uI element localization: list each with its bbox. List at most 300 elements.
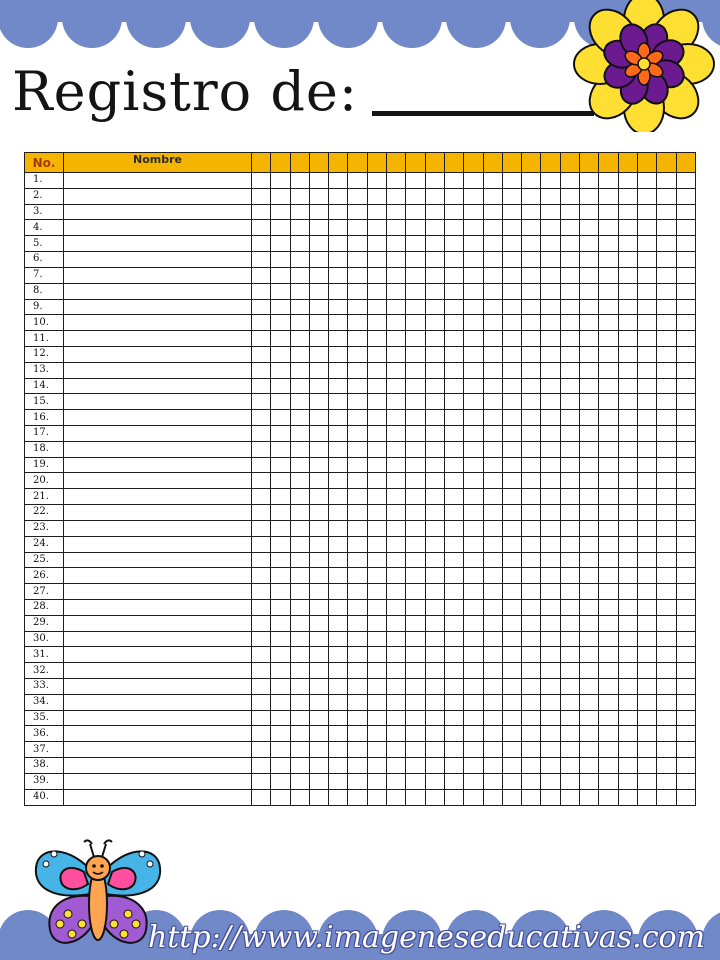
mark-cell[interactable] xyxy=(444,346,463,362)
mark-cell[interactable] xyxy=(618,267,637,283)
mark-cell[interactable] xyxy=(464,536,483,552)
mark-cell[interactable] xyxy=(348,299,367,315)
mark-cell[interactable] xyxy=(406,615,425,631)
mark-cell[interactable] xyxy=(290,758,309,774)
mark-cell[interactable] xyxy=(599,362,618,378)
mark-cell[interactable] xyxy=(657,647,676,663)
mark-cell[interactable] xyxy=(290,520,309,536)
mark-cell[interactable] xyxy=(367,758,386,774)
mark-cell[interactable] xyxy=(252,315,271,331)
mark-cell[interactable] xyxy=(329,536,348,552)
mark-cell[interactable] xyxy=(618,726,637,742)
mark-cell[interactable] xyxy=(309,394,328,410)
mark-cell[interactable] xyxy=(425,584,444,600)
mark-cell[interactable] xyxy=(464,710,483,726)
mark-cell[interactable] xyxy=(483,726,502,742)
mark-cell[interactable] xyxy=(367,647,386,663)
mark-cell[interactable] xyxy=(425,789,444,805)
mark-cell[interactable] xyxy=(599,536,618,552)
mark-cell[interactable] xyxy=(502,267,521,283)
mark-cell[interactable] xyxy=(502,362,521,378)
mark-cell[interactable] xyxy=(444,679,463,695)
mark-cell[interactable] xyxy=(541,299,560,315)
mark-cell[interactable] xyxy=(387,346,406,362)
mark-cell[interactable] xyxy=(464,631,483,647)
mark-cell[interactable] xyxy=(367,710,386,726)
mark-cell[interactable] xyxy=(329,710,348,726)
mark-cell[interactable] xyxy=(657,758,676,774)
mark-cell[interactable] xyxy=(580,362,599,378)
mark-cell[interactable] xyxy=(657,426,676,442)
mark-cell[interactable] xyxy=(309,315,328,331)
mark-cell[interactable] xyxy=(483,315,502,331)
mark-cell[interactable] xyxy=(309,789,328,805)
mark-cell[interactable] xyxy=(599,236,618,252)
mark-cell[interactable] xyxy=(560,773,579,789)
mark-cell[interactable] xyxy=(329,726,348,742)
mark-cell[interactable] xyxy=(367,679,386,695)
mark-cell[interactable] xyxy=(252,615,271,631)
mark-cell[interactable] xyxy=(599,520,618,536)
mark-cell[interactable] xyxy=(541,552,560,568)
mark-cell[interactable] xyxy=(252,742,271,758)
mark-cell[interactable] xyxy=(464,283,483,299)
mark-cell[interactable] xyxy=(406,346,425,362)
mark-cell[interactable] xyxy=(676,568,695,584)
mark-cell[interactable] xyxy=(406,441,425,457)
mark-cell[interactable] xyxy=(425,457,444,473)
mark-cell[interactable] xyxy=(464,599,483,615)
mark-cell[interactable] xyxy=(483,204,502,220)
mark-cell[interactable] xyxy=(618,789,637,805)
mark-cell[interactable] xyxy=(367,663,386,679)
name-cell[interactable] xyxy=(64,758,252,774)
mark-cell[interactable] xyxy=(464,331,483,347)
mark-cell[interactable] xyxy=(348,362,367,378)
mark-cell[interactable] xyxy=(541,773,560,789)
mark-cell[interactable] xyxy=(387,536,406,552)
mark-cell[interactable] xyxy=(329,173,348,189)
mark-cell[interactable] xyxy=(483,441,502,457)
mark-cell[interactable] xyxy=(271,236,290,252)
mark-cell[interactable] xyxy=(676,441,695,457)
mark-cell[interactable] xyxy=(560,346,579,362)
mark-cell[interactable] xyxy=(329,520,348,536)
mark-cell[interactable] xyxy=(560,394,579,410)
mark-cell[interactable] xyxy=(406,315,425,331)
mark-cell[interactable] xyxy=(599,315,618,331)
mark-cell[interactable] xyxy=(329,236,348,252)
mark-cell[interactable] xyxy=(502,394,521,410)
mark-cell[interactable] xyxy=(580,536,599,552)
mark-cell[interactable] xyxy=(444,331,463,347)
mark-cell[interactable] xyxy=(657,331,676,347)
mark-cell[interactable] xyxy=(599,489,618,505)
mark-cell[interactable] xyxy=(657,679,676,695)
mark-cell[interactable] xyxy=(309,173,328,189)
mark-cell[interactable] xyxy=(637,473,656,489)
mark-cell[interactable] xyxy=(271,599,290,615)
mark-cell[interactable] xyxy=(676,773,695,789)
mark-cell[interactable] xyxy=(425,346,444,362)
mark-cell[interactable] xyxy=(290,331,309,347)
mark-cell[interactable] xyxy=(541,346,560,362)
mark-cell[interactable] xyxy=(657,552,676,568)
mark-cell[interactable] xyxy=(522,331,541,347)
mark-cell[interactable] xyxy=(425,394,444,410)
mark-cell[interactable] xyxy=(329,599,348,615)
mark-cell[interactable] xyxy=(348,394,367,410)
mark-cell[interactable] xyxy=(309,710,328,726)
name-cell[interactable] xyxy=(64,742,252,758)
name-cell[interactable] xyxy=(64,378,252,394)
mark-cell[interactable] xyxy=(252,173,271,189)
mark-cell[interactable] xyxy=(599,283,618,299)
mark-cell[interactable] xyxy=(329,679,348,695)
mark-cell[interactable] xyxy=(502,188,521,204)
mark-cell[interactable] xyxy=(252,773,271,789)
mark-cell[interactable] xyxy=(309,188,328,204)
mark-cell[interactable] xyxy=(657,315,676,331)
mark-cell[interactable] xyxy=(387,331,406,347)
mark-cell[interactable] xyxy=(464,694,483,710)
mark-cell[interactable] xyxy=(676,710,695,726)
mark-cell[interactable] xyxy=(309,473,328,489)
mark-cell[interactable] xyxy=(252,489,271,505)
mark-cell[interactable] xyxy=(348,441,367,457)
mark-cell[interactable] xyxy=(541,536,560,552)
mark-cell[interactable] xyxy=(483,679,502,695)
mark-cell[interactable] xyxy=(309,694,328,710)
mark-cell[interactable] xyxy=(367,173,386,189)
name-cell[interactable] xyxy=(64,362,252,378)
mark-cell[interactable] xyxy=(290,378,309,394)
mark-cell[interactable] xyxy=(444,758,463,774)
mark-cell[interactable] xyxy=(580,663,599,679)
mark-cell[interactable] xyxy=(483,599,502,615)
mark-cell[interactable] xyxy=(657,694,676,710)
mark-cell[interactable] xyxy=(425,173,444,189)
mark-cell[interactable] xyxy=(329,394,348,410)
mark-cell[interactable] xyxy=(464,773,483,789)
mark-cell[interactable] xyxy=(309,426,328,442)
mark-cell[interactable] xyxy=(580,315,599,331)
mark-cell[interactable] xyxy=(387,663,406,679)
mark-cell[interactable] xyxy=(271,663,290,679)
mark-cell[interactable] xyxy=(367,299,386,315)
mark-cell[interactable] xyxy=(406,457,425,473)
mark-cell[interactable] xyxy=(657,584,676,600)
mark-cell[interactable] xyxy=(309,584,328,600)
mark-cell[interactable] xyxy=(425,742,444,758)
mark-cell[interactable] xyxy=(483,631,502,647)
mark-cell[interactable] xyxy=(271,457,290,473)
mark-cell[interactable] xyxy=(406,283,425,299)
mark-cell[interactable] xyxy=(271,789,290,805)
mark-cell[interactable] xyxy=(271,647,290,663)
mark-cell[interactable] xyxy=(522,236,541,252)
mark-cell[interactable] xyxy=(387,679,406,695)
mark-cell[interactable] xyxy=(464,679,483,695)
mark-cell[interactable] xyxy=(502,536,521,552)
mark-cell[interactable] xyxy=(657,789,676,805)
mark-cell[interactable] xyxy=(483,584,502,600)
mark-cell[interactable] xyxy=(348,710,367,726)
mark-cell[interactable] xyxy=(522,394,541,410)
mark-cell[interactable] xyxy=(444,267,463,283)
mark-cell[interactable] xyxy=(464,441,483,457)
mark-cell[interactable] xyxy=(580,188,599,204)
mark-cell[interactable] xyxy=(271,267,290,283)
mark-cell[interactable] xyxy=(348,773,367,789)
mark-cell[interactable] xyxy=(637,742,656,758)
mark-cell[interactable] xyxy=(637,694,656,710)
mark-cell[interactable] xyxy=(329,426,348,442)
mark-cell[interactable] xyxy=(657,410,676,426)
mark-cell[interactable] xyxy=(657,204,676,220)
mark-cell[interactable] xyxy=(502,552,521,568)
mark-cell[interactable] xyxy=(464,346,483,362)
name-cell[interactable] xyxy=(64,283,252,299)
mark-cell[interactable] xyxy=(444,631,463,647)
mark-cell[interactable] xyxy=(271,283,290,299)
mark-cell[interactable] xyxy=(637,726,656,742)
mark-cell[interactable] xyxy=(522,773,541,789)
mark-cell[interactable] xyxy=(290,204,309,220)
mark-cell[interactable] xyxy=(560,204,579,220)
name-cell[interactable] xyxy=(64,410,252,426)
mark-cell[interactable] xyxy=(541,236,560,252)
mark-cell[interactable] xyxy=(406,568,425,584)
mark-cell[interactable] xyxy=(309,599,328,615)
name-cell[interactable] xyxy=(64,663,252,679)
name-cell[interactable] xyxy=(64,204,252,220)
mark-cell[interactable] xyxy=(637,315,656,331)
mark-cell[interactable] xyxy=(657,663,676,679)
mark-cell[interactable] xyxy=(464,742,483,758)
mark-cell[interactable] xyxy=(464,473,483,489)
mark-cell[interactable] xyxy=(252,663,271,679)
mark-cell[interactable] xyxy=(541,599,560,615)
mark-cell[interactable] xyxy=(348,267,367,283)
mark-cell[interactable] xyxy=(676,236,695,252)
mark-cell[interactable] xyxy=(676,473,695,489)
mark-cell[interactable] xyxy=(580,426,599,442)
mark-cell[interactable] xyxy=(637,663,656,679)
mark-cell[interactable] xyxy=(502,457,521,473)
mark-cell[interactable] xyxy=(637,615,656,631)
mark-cell[interactable] xyxy=(348,489,367,505)
mark-cell[interactable] xyxy=(657,188,676,204)
mark-cell[interactable] xyxy=(580,615,599,631)
mark-cell[interactable] xyxy=(348,584,367,600)
mark-cell[interactable] xyxy=(309,536,328,552)
mark-cell[interactable] xyxy=(444,584,463,600)
mark-cell[interactable] xyxy=(522,346,541,362)
mark-cell[interactable] xyxy=(502,679,521,695)
mark-cell[interactable] xyxy=(309,726,328,742)
mark-cell[interactable] xyxy=(290,773,309,789)
mark-cell[interactable] xyxy=(599,647,618,663)
mark-cell[interactable] xyxy=(618,457,637,473)
mark-cell[interactable] xyxy=(425,647,444,663)
mark-cell[interactable] xyxy=(483,394,502,410)
mark-cell[interactable] xyxy=(387,362,406,378)
name-cell[interactable] xyxy=(64,299,252,315)
mark-cell[interactable] xyxy=(406,267,425,283)
mark-cell[interactable] xyxy=(444,473,463,489)
mark-cell[interactable] xyxy=(348,426,367,442)
mark-cell[interactable] xyxy=(657,378,676,394)
mark-cell[interactable] xyxy=(387,631,406,647)
name-cell[interactable] xyxy=(64,647,252,663)
mark-cell[interactable] xyxy=(444,362,463,378)
mark-cell[interactable] xyxy=(252,426,271,442)
name-cell[interactable] xyxy=(64,220,252,236)
name-cell[interactable] xyxy=(64,773,252,789)
mark-cell[interactable] xyxy=(483,694,502,710)
mark-cell[interactable] xyxy=(290,789,309,805)
mark-cell[interactable] xyxy=(348,758,367,774)
mark-cell[interactable] xyxy=(387,299,406,315)
mark-cell[interactable] xyxy=(367,789,386,805)
name-cell[interactable] xyxy=(64,457,252,473)
mark-cell[interactable] xyxy=(252,473,271,489)
mark-cell[interactable] xyxy=(329,441,348,457)
mark-cell[interactable] xyxy=(444,378,463,394)
mark-cell[interactable] xyxy=(290,742,309,758)
mark-cell[interactable] xyxy=(271,362,290,378)
mark-cell[interactable] xyxy=(406,631,425,647)
mark-cell[interactable] xyxy=(367,742,386,758)
mark-cell[interactable] xyxy=(541,679,560,695)
mark-cell[interactable] xyxy=(425,410,444,426)
mark-cell[interactable] xyxy=(637,457,656,473)
mark-cell[interactable] xyxy=(637,426,656,442)
mark-cell[interactable] xyxy=(367,346,386,362)
mark-cell[interactable] xyxy=(387,520,406,536)
mark-cell[interactable] xyxy=(618,346,637,362)
mark-cell[interactable] xyxy=(560,220,579,236)
mark-cell[interactable] xyxy=(522,742,541,758)
mark-cell[interactable] xyxy=(637,346,656,362)
mark-cell[interactable] xyxy=(464,315,483,331)
mark-cell[interactable] xyxy=(580,346,599,362)
mark-cell[interactable] xyxy=(290,473,309,489)
mark-cell[interactable] xyxy=(309,378,328,394)
mark-cell[interactable] xyxy=(502,473,521,489)
mark-cell[interactable] xyxy=(290,315,309,331)
name-cell[interactable] xyxy=(64,505,252,521)
mark-cell[interactable] xyxy=(348,236,367,252)
mark-cell[interactable] xyxy=(657,726,676,742)
mark-cell[interactable] xyxy=(252,552,271,568)
mark-cell[interactable] xyxy=(329,473,348,489)
mark-cell[interactable] xyxy=(676,204,695,220)
mark-cell[interactable] xyxy=(676,679,695,695)
mark-cell[interactable] xyxy=(367,726,386,742)
mark-cell[interactable] xyxy=(290,457,309,473)
mark-cell[interactable] xyxy=(464,615,483,631)
mark-cell[interactable] xyxy=(425,267,444,283)
mark-cell[interactable] xyxy=(657,615,676,631)
mark-cell[interactable] xyxy=(560,315,579,331)
mark-cell[interactable] xyxy=(580,173,599,189)
mark-cell[interactable] xyxy=(502,236,521,252)
mark-cell[interactable] xyxy=(329,631,348,647)
mark-cell[interactable] xyxy=(522,789,541,805)
mark-cell[interactable] xyxy=(329,489,348,505)
mark-cell[interactable] xyxy=(309,220,328,236)
mark-cell[interactable] xyxy=(406,552,425,568)
mark-cell[interactable] xyxy=(252,283,271,299)
name-cell[interactable] xyxy=(64,520,252,536)
mark-cell[interactable] xyxy=(406,773,425,789)
mark-cell[interactable] xyxy=(406,520,425,536)
mark-cell[interactable] xyxy=(676,631,695,647)
mark-cell[interactable] xyxy=(271,410,290,426)
mark-cell[interactable] xyxy=(367,441,386,457)
name-cell[interactable] xyxy=(64,631,252,647)
mark-cell[interactable] xyxy=(560,789,579,805)
mark-cell[interactable] xyxy=(271,631,290,647)
mark-cell[interactable] xyxy=(444,315,463,331)
mark-cell[interactable] xyxy=(329,267,348,283)
mark-cell[interactable] xyxy=(425,599,444,615)
mark-cell[interactable] xyxy=(560,679,579,695)
mark-cell[interactable] xyxy=(406,726,425,742)
mark-cell[interactable] xyxy=(309,204,328,220)
mark-cell[interactable] xyxy=(444,520,463,536)
mark-cell[interactable] xyxy=(367,426,386,442)
mark-cell[interactable] xyxy=(580,599,599,615)
mark-cell[interactable] xyxy=(329,252,348,268)
mark-cell[interactable] xyxy=(522,473,541,489)
mark-cell[interactable] xyxy=(502,378,521,394)
mark-cell[interactable] xyxy=(444,599,463,615)
mark-cell[interactable] xyxy=(599,584,618,600)
mark-cell[interactable] xyxy=(580,489,599,505)
mark-cell[interactable] xyxy=(657,536,676,552)
mark-cell[interactable] xyxy=(271,584,290,600)
mark-cell[interactable] xyxy=(618,489,637,505)
mark-cell[interactable] xyxy=(367,236,386,252)
mark-cell[interactable] xyxy=(618,188,637,204)
mark-cell[interactable] xyxy=(637,331,656,347)
mark-cell[interactable] xyxy=(406,394,425,410)
mark-cell[interactable] xyxy=(637,362,656,378)
mark-cell[interactable] xyxy=(599,410,618,426)
mark-cell[interactable] xyxy=(387,615,406,631)
mark-cell[interactable] xyxy=(599,789,618,805)
mark-cell[interactable] xyxy=(657,505,676,521)
mark-cell[interactable] xyxy=(444,536,463,552)
mark-cell[interactable] xyxy=(329,694,348,710)
mark-cell[interactable] xyxy=(522,362,541,378)
mark-cell[interactable] xyxy=(657,742,676,758)
mark-cell[interactable] xyxy=(348,378,367,394)
mark-cell[interactable] xyxy=(367,188,386,204)
mark-cell[interactable] xyxy=(618,631,637,647)
mark-cell[interactable] xyxy=(618,568,637,584)
mark-cell[interactable] xyxy=(387,647,406,663)
mark-cell[interactable] xyxy=(657,394,676,410)
mark-cell[interactable] xyxy=(425,726,444,742)
mark-cell[interactable] xyxy=(329,457,348,473)
mark-cell[interactable] xyxy=(348,473,367,489)
mark-cell[interactable] xyxy=(522,441,541,457)
mark-cell[interactable] xyxy=(522,568,541,584)
